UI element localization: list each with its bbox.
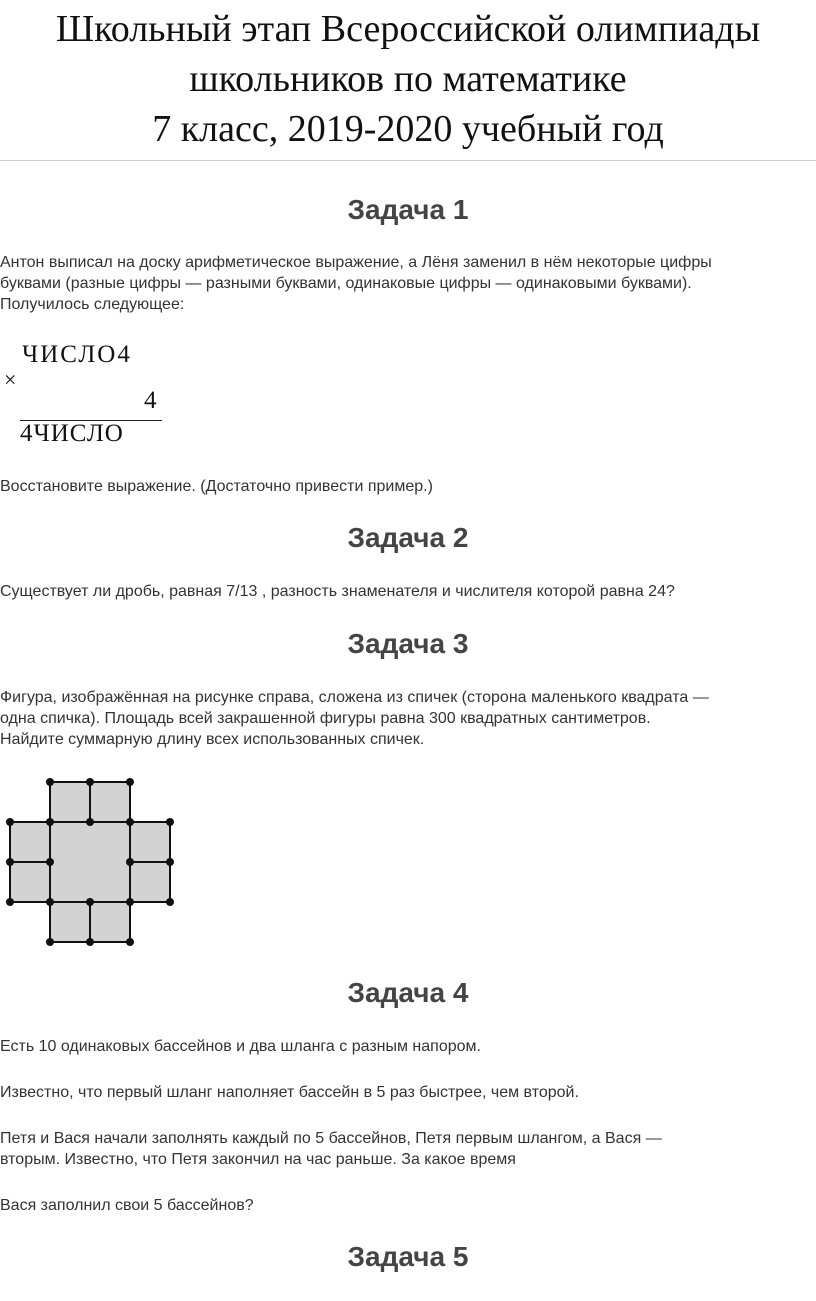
- text-line: Петя и Вася начали заполнять каждый по 5 бассейнов, Петя первым шлангом, а Вася —: [0, 1130, 662, 1147]
- figure-vertex-dot: [6, 818, 14, 826]
- text-line: одна спичка). Площадь всей закрашенной фигуры равна 300 квадратных сантиметров.: [0, 710, 651, 727]
- task-2-paragraph-1: [0, 581, 816, 602]
- task-4-paragraph-1: [0, 1036, 816, 1057]
- task-4-heading: Задача 4: [347, 977, 469, 1008]
- figure-vertex-dot: [126, 898, 134, 906]
- formula-result: 4ЧИСЛО: [20, 420, 124, 447]
- task-2-heading: Задача 2: [347, 522, 469, 553]
- text-line: Вася заполнил свои 5 бассейнов?: [0, 1197, 254, 1214]
- figure-vertex-dot: [126, 938, 134, 946]
- text-line: Фигура, изображённая на рисунке справа, сложена из спичек (сторона маленького квадрата —: [0, 689, 709, 706]
- figure-vertex-dot: [46, 898, 54, 906]
- figure-vertex-dot: [46, 858, 54, 866]
- figure-vertex-dot: [126, 778, 134, 786]
- figure-vertex-dot: [86, 938, 94, 946]
- figure-vertex-dot: [6, 898, 14, 906]
- text-line: Восстановите выражение. (Достаточно привести пример.): [0, 478, 433, 495]
- text-line: Известно, что первый шланг наполняет бассейн в 5 раз быстрее, чем второй.: [0, 1084, 579, 1101]
- text-line: Получилось следующее:: [0, 296, 185, 313]
- figure-vertex-dot: [46, 938, 54, 946]
- figure-vertex-dot: [166, 858, 174, 866]
- title-line-2: школьников по математике: [189, 58, 627, 100]
- task-3-paragraph-1: [0, 687, 816, 750]
- document-header: [0, 0, 816, 161]
- matchstick-figure-svg: [0, 770, 190, 960]
- text-line: Найдите суммарную длину всех использованных спичек.: [0, 731, 425, 748]
- formula-top-number: ЧИСЛО4: [22, 341, 132, 368]
- title-line-1: Школьный этап Всероссийской олимпиады: [55, 8, 761, 50]
- task-1-formula: [0, 337, 200, 457]
- task-4-paragraph-2: [0, 1082, 816, 1103]
- task-4-paragraph-3: [0, 1128, 816, 1170]
- figure-vertex-dot: [166, 898, 174, 906]
- text-line: Существует ли дробь, равная 7/13 , разность знаменателя и числителя которой равна 24?: [0, 583, 675, 600]
- task-3-heading: Задача 3: [347, 628, 469, 659]
- text-line: Антон выписал на доску арифметическое выражение, а Лёня заменил в нём некоторые цифры: [0, 254, 712, 271]
- title-line-3: 7 класс, 2019-2020 учебный год: [152, 108, 664, 150]
- task-5-heading: Задача 5: [347, 1241, 469, 1272]
- figure-vertex-dot: [46, 778, 54, 786]
- figure-vertex-dot: [126, 858, 134, 866]
- figure-vertex-dot: [46, 818, 54, 826]
- matchstick-figure: [0, 770, 190, 960]
- figure-vertex-dot: [6, 858, 14, 866]
- text-line: Есть 10 одинаковых бассейнов и два шланга с разным напором.: [0, 1038, 481, 1055]
- text-line: вторым. Известно, что Петя закончил на час раньше. За какое время: [0, 1151, 516, 1168]
- figure-vertex-dot: [86, 778, 94, 786]
- task-4-paragraph-4: [0, 1195, 816, 1216]
- task-1-paragraph-1: [0, 252, 816, 315]
- figure-vertex-dot: [86, 898, 94, 906]
- task-1-heading: Задача 1: [347, 194, 469, 225]
- figure-vertex-dot: [166, 818, 174, 826]
- formula-multiplier: 4: [144, 387, 157, 414]
- multiplication-sign: ×: [4, 367, 17, 392]
- figure-vertex-dot: [86, 818, 94, 826]
- figure-vertex-dot: [126, 818, 134, 826]
- text-line: буквами (разные цифры — разными буквами, одинаковые цифры — одинаковыми буквами).: [0, 275, 692, 292]
- task-1-paragraph-2: [0, 476, 816, 497]
